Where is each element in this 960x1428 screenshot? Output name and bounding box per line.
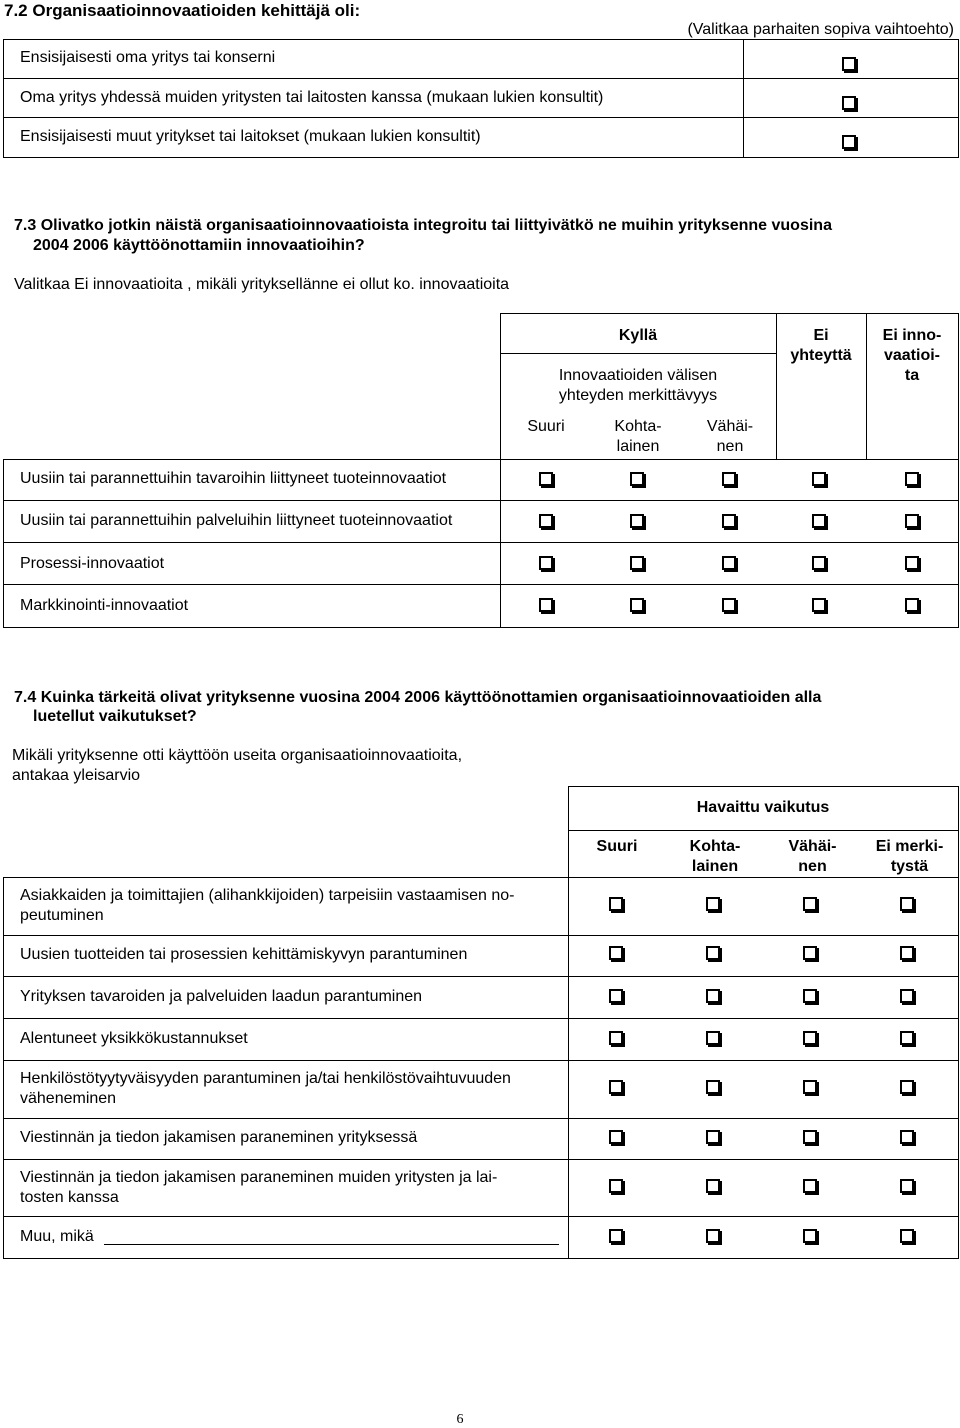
other-specify-input-line[interactable]: [104, 1244, 559, 1245]
checkbox[interactable]: [539, 472, 553, 486]
q73-col-subheader-line2: yhteyden merkittävyys: [558, 387, 718, 404]
q74-row-label-cont: tosten kanssa: [20, 1189, 119, 1206]
checkbox[interactable]: [706, 989, 720, 1003]
q73-col-ei-innov-3: ta: [904, 367, 920, 384]
checkbox[interactable]: [706, 1130, 720, 1144]
q74-col-header: Havaittu vaikutus: [696, 799, 830, 816]
q73-col-ei-yhteytta-1: Ei: [813, 327, 829, 344]
q74-col-suuri: Suuri: [596, 838, 638, 855]
checkbox[interactable]: [706, 1179, 720, 1193]
q74-col-kohtalainen-2: lainen: [691, 858, 739, 875]
q74-heading-line2: luetellut vaikutukset?: [33, 708, 197, 725]
q74-col-ei-merkitysta-1: Ei merki-: [875, 838, 944, 855]
checkbox[interactable]: [900, 946, 914, 960]
checkbox[interactable]: [905, 598, 919, 612]
q73-col-suuri: Suuri: [527, 418, 565, 435]
q74-row-label: Henkilöstötyytyväisyyden parantuminen ja/tai henkilöstövaihtuvuuden: [20, 1070, 511, 1087]
q74-col-vahainen-2: nen: [798, 858, 827, 875]
q73-col-vahainen-1: Vähäi-: [706, 418, 754, 435]
checkbox[interactable]: [706, 946, 720, 960]
q73-col-subheader-line1: Innovaatioiden välisen: [558, 367, 718, 384]
checkbox[interactable]: [609, 1179, 623, 1193]
q74-instruction-line1: Mikäli yrityksenne otti käyttöön useita organisaatioinnovaatioita,: [12, 747, 463, 764]
q73-row-label: Uusiin tai parannettuihin palveluihin liittyneet tuoteinnovaatiot: [20, 512, 453, 529]
checkbox[interactable]: [630, 514, 644, 528]
q73-col-ei-innov-2: vaatioi-: [883, 347, 940, 364]
q74-row-label: Muu, mikä: [20, 1228, 94, 1245]
q72-heading: 7.2 Organisaatioinnovaatioiden kehittäjä oli:: [4, 1, 361, 20]
checkbox[interactable]: [900, 1130, 914, 1144]
q72-option-label: Ensisijaisesti oma yritys tai konserni: [20, 49, 276, 66]
q73-heading-line2: 2004 2006 käyttöönottamiin innovaatioihin?: [33, 237, 365, 254]
q72-hint: (Valitkaa parhaiten sopiva vaihtoehto): [687, 21, 954, 38]
checkbox[interactable]: [609, 1031, 623, 1045]
checkbox[interactable]: [905, 556, 919, 570]
page-number: 6: [456, 1412, 464, 1427]
checkbox[interactable]: [706, 1080, 720, 1094]
q73-row-label: Uusiin tai parannettuihin tavaroihin liittyneet tuoteinnovaatiot: [20, 470, 447, 487]
q72-checkbox[interactable]: [842, 57, 856, 71]
checkbox[interactable]: [609, 1080, 623, 1094]
q74-instruction-line2: antakaa yleisarvio: [12, 767, 141, 784]
checkbox[interactable]: [803, 1080, 817, 1094]
q73-instruction: Valitkaa Ei innovaatioita , mikäli yrityksellänne ei ollut ko. innovaatioita: [14, 276, 510, 293]
checkbox[interactable]: [706, 1229, 720, 1243]
q73-row-label: Markkinointi-innovaatiot: [20, 597, 189, 614]
q74-col-ei-merkitysta-2: tystä: [890, 858, 929, 875]
checkbox[interactable]: [803, 989, 817, 1003]
checkbox[interactable]: [722, 472, 736, 486]
q73-col-kylla: Kyllä: [618, 327, 658, 344]
checkbox[interactable]: [609, 1130, 623, 1144]
q74-row-label: Viestinnän ja tiedon jakamisen paraneminen yrityksessä: [20, 1129, 418, 1146]
q74-col-vahainen-1: Vähäi-: [788, 838, 837, 855]
q73-col-kohtalainen-1: Kohta-: [614, 418, 662, 435]
checkbox[interactable]: [630, 598, 644, 612]
checkbox[interactable]: [609, 946, 623, 960]
checkbox[interactable]: [812, 598, 826, 612]
q73-col-kohtalainen-2: lainen: [616, 438, 660, 455]
checkbox[interactable]: [803, 1179, 817, 1193]
checkbox[interactable]: [706, 1031, 720, 1045]
q74-heading-line1: 7.4 Kuinka tärkeitä olivat yrityksenne vuosina 2004 2006 käyttöönottamien organisaatioinnovaatioiden alla: [14, 689, 822, 706]
q73-col-ei-innov-1: Ei inno-: [882, 327, 942, 344]
checkbox[interactable]: [539, 514, 553, 528]
checkbox[interactable]: [539, 556, 553, 570]
checkbox[interactable]: [539, 598, 553, 612]
checkbox[interactable]: [722, 556, 736, 570]
checkbox[interactable]: [630, 472, 644, 486]
checkbox[interactable]: [900, 1080, 914, 1094]
checkbox[interactable]: [803, 897, 817, 911]
q74-col-kohtalainen-1: Kohta-: [689, 838, 741, 855]
checkbox[interactable]: [609, 1229, 623, 1243]
checkbox[interactable]: [706, 897, 720, 911]
checkbox[interactable]: [630, 556, 644, 570]
checkbox[interactable]: [900, 1031, 914, 1045]
q74-row-label-cont: väheneminen: [20, 1090, 117, 1107]
checkbox[interactable]: [812, 514, 826, 528]
checkbox[interactable]: [812, 556, 826, 570]
checkbox[interactable]: [905, 514, 919, 528]
q72-option-label: Ensisijaisesti muut yritykset tai laitokset (mukaan lukien konsultit): [20, 128, 481, 145]
checkbox[interactable]: [722, 598, 736, 612]
checkbox[interactable]: [722, 514, 736, 528]
q73-col-vahainen-2: nen: [716, 438, 744, 455]
q72-option-label: Oma yritys yhdessä muiden yritysten tai laitosten kanssa (mukaan lukien konsultit): [20, 89, 604, 106]
q74-row-label: Asiakkaiden ja toimittajien (alihankkijoiden) tarpeisiin vastaamisen no-: [20, 887, 515, 904]
checkbox[interactable]: [812, 472, 826, 486]
q73-row-label: Prosessi-innovaatiot: [20, 555, 165, 572]
checkbox[interactable]: [609, 989, 623, 1003]
q74-row-label: Yrityksen tavaroiden ja palveluiden laadun parantuminen: [20, 988, 423, 1005]
checkbox[interactable]: [803, 1130, 817, 1144]
q74-row-label: Viestinnän ja tiedon jakamisen paraneminen muiden yritysten ja lai-: [20, 1169, 498, 1186]
checkbox[interactable]: [609, 897, 623, 911]
checkbox[interactable]: [905, 472, 919, 486]
q74-row-label: Uusien tuotteiden tai prosessien kehittämiskyvyn parantuminen: [20, 946, 468, 963]
checkbox[interactable]: [900, 989, 914, 1003]
q74-row-label-cont: peutuminen: [20, 907, 104, 924]
checkbox[interactable]: [900, 897, 914, 911]
q74-row-label: Alentuneet yksikkökustannukset: [20, 1030, 248, 1047]
q73-col-ei-yhteytta-2: yhteyttä: [790, 347, 852, 364]
q73-heading-line1: 7.3 Olivatko jotkin näistä organisaatioinnovaatioista integroitu tai liittyivätkö ne muihin yrityksenne vuosina: [14, 217, 832, 234]
checkbox[interactable]: [803, 1229, 817, 1243]
checkbox[interactable]: [803, 1031, 817, 1045]
checkbox[interactable]: [803, 946, 817, 960]
checkbox[interactable]: [900, 1229, 914, 1243]
q72-checkbox[interactable]: [842, 96, 856, 110]
q72-checkbox[interactable]: [842, 135, 856, 149]
checkbox[interactable]: [900, 1179, 914, 1193]
